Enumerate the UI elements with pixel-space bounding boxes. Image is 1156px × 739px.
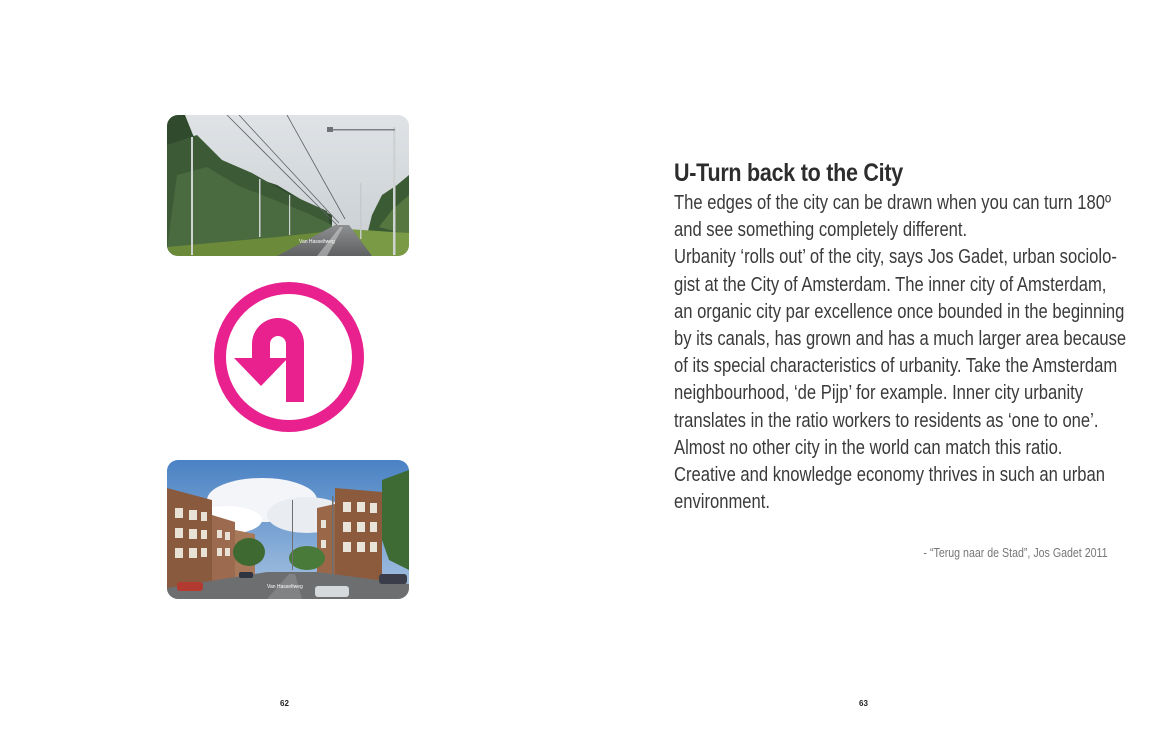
article-text (674, 156, 1127, 516)
quote-attribution (860, 546, 1108, 560)
body-line: by its canals, has grown and has a much larger area because (674, 328, 1127, 351)
article-heading: U-Turn back to the City (674, 159, 903, 187)
street-label-top: Van Hasseltweg (299, 239, 335, 245)
u-turn-sign (212, 280, 366, 434)
body-line: Urbanity ‘rolls out’ of the city, says Jos Gadet, urban sociolo- (674, 246, 1117, 269)
street-photo-bottom-image (167, 460, 409, 599)
body-line: neighbourhood, ‘de Pijp’ for example. Inner city urbanity (674, 382, 1084, 405)
body-line: and see something completely different. (674, 219, 968, 242)
body-line: an organic city par excellence once bounded in the beginning (674, 300, 1125, 323)
body-line: of its special characteristics of urbanity. Take the Amsterdam (674, 355, 1118, 378)
body-line: Almost no other city in the world can match this ratio. (674, 436, 1063, 459)
u-turn-icon (212, 280, 366, 434)
body-line: gist at the City of Amsterdam. The inner city of Amsterdam, (674, 273, 1107, 296)
article-body (674, 190, 1127, 516)
street-label-bottom: Van Hasseltweg (267, 584, 303, 590)
body-line: environment. (674, 491, 770, 514)
body-line: Creative and knowledge economy thrives in such an urban (674, 464, 1105, 487)
body-line: translates in the ratio workers to residents as ‘one to one’. (674, 409, 1099, 432)
page-number-left: 62 (280, 699, 289, 708)
page-number-right: 63 (859, 699, 868, 708)
quote-attribution-text: - “Terug naar de Stad”, Jos Gadet 2011 (923, 546, 1108, 560)
body-line: The edges of the city can be drawn when you can turn 180º (674, 192, 1112, 214)
street-photo-top-image (167, 115, 409, 256)
street-photo-top (167, 115, 409, 256)
street-photo-bottom (167, 460, 409, 599)
